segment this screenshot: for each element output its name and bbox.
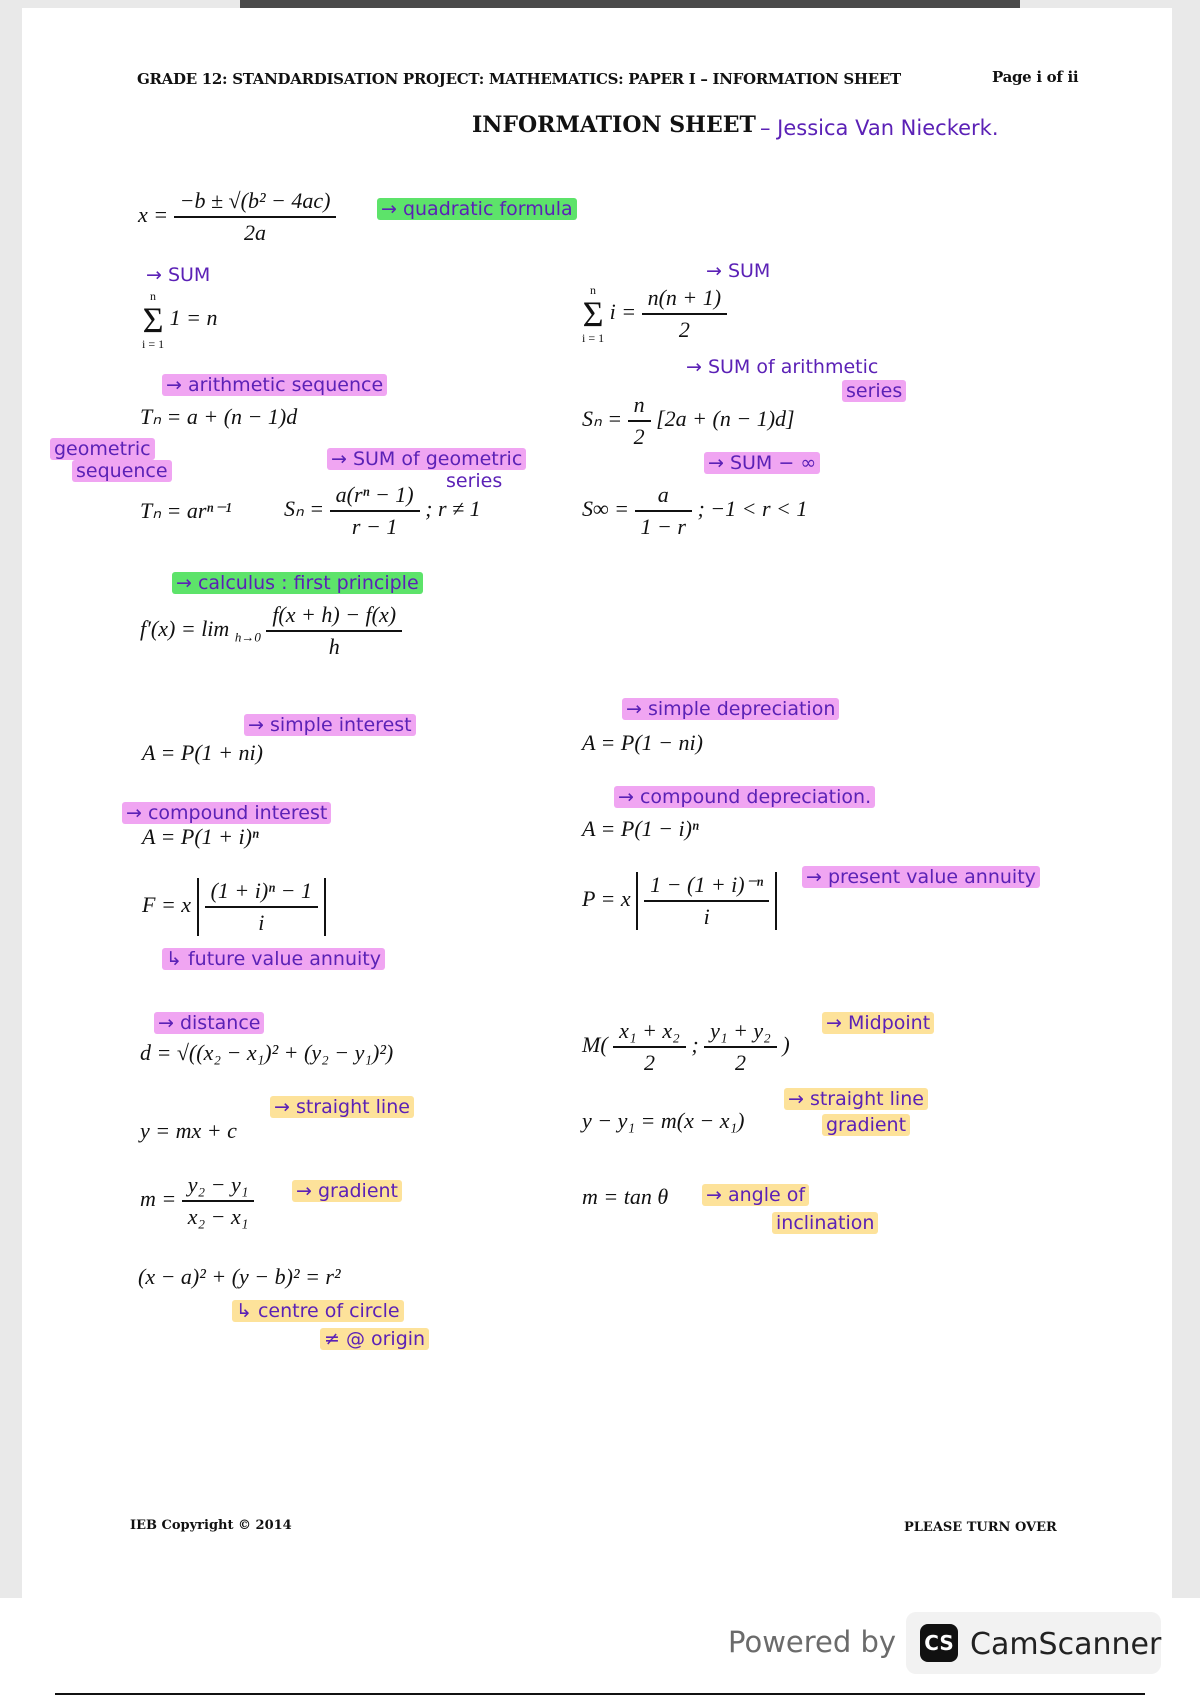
note-arithmetic-sequence: → arithmetic sequence	[162, 374, 387, 396]
powered-by-text: Powered by	[728, 1625, 897, 1659]
present-value-formula: P = x $\frac{\text{1 − (1 + i)⁻ⁿ}}{i}$	[582, 872, 777, 930]
distance-formula: d = √((x₂ − x₁)² + (y₂ − y₁)²)	[140, 1040, 394, 1065]
note-geometric-series-2: series	[446, 470, 503, 492]
note-centre-of-circle: ↳ centre of circle	[232, 1300, 404, 1322]
document-page	[22, 8, 1172, 1598]
note-inclination: inclination	[772, 1212, 878, 1234]
midpoint-formula: M( $\frac{\text{x₁ + x₂}}{2}$ ; $\frac{\text{y₁ + y₂}}{2}$ )	[582, 1018, 790, 1075]
note-simple-interest: → simple interest	[244, 714, 416, 736]
simple-depreciation-formula: A = P(1 − ni)	[582, 730, 703, 755]
note-compound-depreciation: → compound depreciation.	[614, 786, 875, 808]
quadratic-formula: x = $\frac{\text{−b ± √(b² − 4ac)}}{2a}$	[138, 188, 336, 246]
point-gradient-formula: y − y₁ = m(x − x₁)	[582, 1108, 745, 1133]
note-arithmetic-series-2: series	[842, 380, 906, 402]
camscanner-name: CamScanner	[970, 1627, 1162, 1662]
note-sum-right: → SUM	[706, 260, 771, 282]
author-note: – Jessica Van Nieckerk.	[760, 116, 999, 140]
note-geometric-series: → SUM of geometric	[327, 448, 526, 470]
note-origin: ≠ @ origin	[320, 1328, 429, 1350]
geometric-sum-formula: Sₙ = $\frac{\text{a(rⁿ − 1)}}{r - 1}$ ; r ≠ 1	[284, 482, 481, 539]
note-future-value: ↳ future value annuity	[162, 948, 385, 970]
turn-over-footer: PLEASE TURN OVER	[904, 1520, 1057, 1535]
page-header-title: GRADE 12: STANDARDISATION PROJECT: MATHEMATICS: PAPER I – INFORMATION SHEET	[137, 70, 901, 88]
scan-top-edge	[240, 0, 1020, 8]
geometric-infinite-formula: S∞ = $\frac{a}{1 - r}$ ; −1 < r < 1	[582, 482, 808, 539]
gradient-formula: m = $\frac{\text{y₂ − y₁}}{\text{x₂ − x₁}}$	[140, 1172, 254, 1230]
note-arithmetic-series: → SUM of arithmetic	[686, 356, 879, 378]
copyright-footer: IEB Copyright © 2014	[130, 1518, 292, 1533]
circle-formula: (x − a)² + (y − b)² = r²	[138, 1264, 341, 1289]
arithmetic-term-formula: Tₙ = a + (n − 1)d	[140, 404, 298, 429]
note-simple-depreciation: → simple depreciation	[622, 698, 839, 720]
note-gradient-right: gradient	[822, 1114, 910, 1136]
page-number: Page i of ii	[992, 68, 1079, 86]
arithmetic-sum-formula: Sₙ = $\frac{n}{2}$ [2a + (n − 1)d]	[582, 392, 795, 449]
first-principle-formula: f′(x) = lim $_{h\to 0}$ $\frac{f(x + h) - f(x)}{h}$	[140, 602, 402, 660]
sheet-title: INFORMATION SHEET	[472, 112, 756, 138]
note-quadratic: → quadratic formula	[377, 198, 577, 220]
inclination-formula: m = tan θ	[582, 1184, 669, 1209]
geometric-term-formula: Tₙ = arⁿ⁻¹	[140, 498, 232, 523]
note-sum-left: → SUM	[146, 264, 211, 286]
compound-depreciation-formula: A = P(1 − i)ⁿ	[582, 816, 699, 841]
camscanner-logo-icon: CS	[920, 1624, 958, 1662]
bottom-divider	[55, 1693, 1145, 1695]
future-value-formula: F = x $\frac{\text{(1 + i)ⁿ − 1}}{i}$	[142, 878, 326, 936]
note-geometric-sequence: geometric	[50, 438, 155, 460]
note-present-value: → present value annuity	[802, 866, 1040, 888]
note-angle-of: → angle of	[702, 1184, 809, 1206]
compound-interest-formula: A = P(1 + i)ⁿ	[142, 824, 259, 849]
camscanner-badge	[906, 1612, 1161, 1674]
note-gradient: → gradient	[292, 1180, 402, 1202]
note-distance: → distance	[154, 1012, 264, 1034]
note-midpoint: → Midpoint	[822, 1012, 934, 1034]
note-compound-interest: → compound interest	[122, 802, 331, 824]
straight-line-formula: y = mx + c	[140, 1118, 237, 1143]
sum-i-formula: n Σ i = 1 i = $\frac{n(n + 1)}{2}$	[582, 284, 727, 344]
note-straight-line: → straight line	[270, 1096, 414, 1118]
note-straight-line-right: → straight line	[784, 1088, 928, 1110]
note-first-principle: → calculus : first principle	[172, 572, 423, 594]
note-geometric-sequence-2: sequence	[72, 460, 172, 482]
simple-interest-formula: A = P(1 + ni)	[142, 740, 263, 765]
sum-one-formula: n Σ i = 1 1 = n	[142, 289, 218, 351]
note-sum-infinity: → SUM − ∞	[704, 452, 820, 474]
